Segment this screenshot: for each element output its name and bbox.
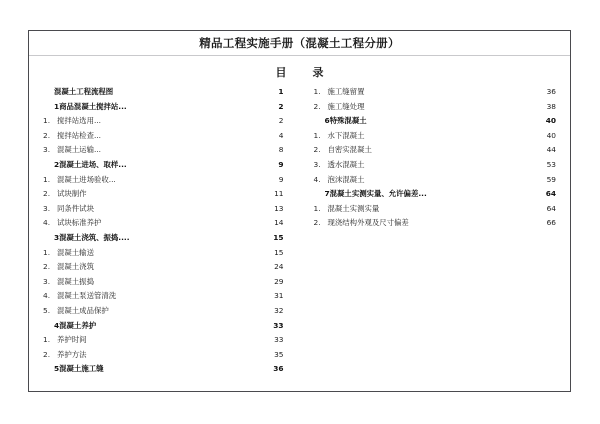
toc-entry-page: 13 [274, 203, 284, 213]
toc-entry-number: 1. [43, 116, 51, 126]
toc-entry-page: 32 [274, 305, 284, 315]
toc-entry-label: 自密实混凝土 [327, 145, 372, 155]
toc-entry-number: 1. [313, 130, 321, 140]
toc-entry-number: 1. [43, 247, 51, 257]
toc-entry-page: 40 [546, 130, 556, 140]
toc-entry-number: 3. [313, 159, 321, 169]
document-title-bar [29, 31, 570, 56]
toc-entry-number: 3. [43, 276, 51, 286]
toc-entry-number: 1. [313, 87, 321, 96]
toc-entry[interactable] [43, 174, 284, 189]
toc-entry-label: 现浇结构外观及尺寸偏差 [327, 218, 409, 228]
toc-entry-page: 64 [545, 189, 556, 199]
toc-entry[interactable] [314, 188, 557, 203]
toc-entry-number: 2. [43, 349, 51, 359]
toc-entry-label: 混凝土进场验收... [57, 174, 116, 184]
toc-entry[interactable] [43, 86, 284, 101]
toc-entry-page: 29 [274, 276, 284, 286]
toc-entry[interactable] [43, 101, 284, 116]
toc-entry-label: 7混凝土实测实量、允许偏差... [324, 189, 427, 199]
toc-entry-page: 2 [278, 101, 284, 111]
toc-entry[interactable] [43, 115, 284, 130]
toc-entry[interactable] [43, 349, 284, 364]
toc-entry[interactable] [43, 130, 284, 145]
toc-entry[interactable] [314, 86, 557, 101]
toc-entry[interactable] [43, 247, 284, 262]
toc-entry-label: 试块标准养护 [57, 218, 102, 228]
toc-entry-label: 混凝土工程流程图 [54, 87, 114, 96]
toc-entry[interactable] [314, 159, 557, 174]
toc-entry-label: 混凝土实测实量 [327, 203, 380, 213]
toc-entry-page: 44 [546, 145, 556, 155]
toc-entry-page: 53 [546, 159, 556, 169]
toc-entry-label: 混凝土运输... [57, 145, 102, 155]
toc-entry-label: 搅拌站选用... [57, 116, 102, 126]
toc-entry-page: 64 [546, 203, 556, 213]
toc-entry-page: 14 [274, 218, 284, 228]
toc-entry[interactable] [314, 144, 557, 159]
toc-entry-number: 2. [43, 130, 51, 140]
toc-entry[interactable] [314, 101, 557, 116]
toc-entry-number: 3. [43, 203, 51, 213]
toc-entry-number: 4. [43, 218, 51, 228]
page-title: 精品工程实施手册（混凝土工程分册） [199, 36, 400, 50]
toc-entry-number: 1. [313, 203, 321, 213]
toc-entry[interactable] [43, 188, 284, 203]
toc-column-left [43, 86, 300, 378]
toc-entry-label: 3混凝土浇筑、振捣.... [54, 232, 130, 242]
toc-entry-label: 2混凝土进场、取样... [54, 159, 127, 169]
toc-entry-label: 施工缝处理 [327, 101, 365, 111]
toc-entry-label: 试块制作 [57, 189, 87, 199]
toc-entry-number: 4. [43, 291, 51, 301]
toc-entry[interactable] [43, 363, 284, 378]
toc-entry-number: 3. [43, 145, 51, 155]
toc-entry-label: 6特殊混凝土 [324, 116, 367, 126]
toc-entry[interactable] [43, 276, 284, 291]
toc-entry[interactable] [43, 144, 284, 159]
toc-entry-page: 33 [273, 320, 284, 330]
toc-entry-page: 38 [546, 101, 556, 111]
toc-entry-label: 混凝土振捣 [57, 276, 94, 286]
toc-entry-number: 1. [43, 335, 51, 345]
toc-entry-number: 2. [43, 189, 51, 199]
toc-entry-label: 搅拌站检查... [57, 130, 102, 140]
toc-entry-page: 36 [273, 364, 284, 374]
toc-entry-page: 24 [274, 262, 284, 272]
toc-entry[interactable] [43, 203, 284, 218]
toc-entry-number: 1. [43, 174, 51, 184]
toc-entry[interactable] [314, 203, 557, 218]
toc-entry-page: 35 [274, 349, 284, 359]
toc-entry-number: 2. [313, 218, 321, 228]
toc-entry[interactable] [314, 130, 557, 145]
toc-entry[interactable] [43, 305, 284, 320]
toc-entry-label: 混凝土成品保护 [57, 305, 109, 315]
toc-entry-label: 透水混凝土 [327, 159, 365, 169]
toc-heading-char-lu: 录 [312, 66, 324, 79]
document-page [28, 30, 571, 392]
toc-entry[interactable] [43, 261, 284, 276]
toc-entry-page: 15 [273, 232, 284, 242]
toc-entry-page: 59 [546, 174, 556, 184]
toc-entry-page: 31 [274, 291, 284, 301]
toc-entry-label: 施工缝留置 [327, 87, 365, 96]
toc-entry-label: 5混凝土施工缝 [54, 364, 104, 374]
toc-entry[interactable] [43, 320, 284, 335]
toc-entry-number: 4. [313, 174, 321, 184]
toc-entry[interactable] [43, 232, 284, 247]
toc-heading [29, 64, 570, 80]
toc-entry-label: 养护方法 [57, 349, 87, 359]
toc-entry-label: 水下混凝土 [327, 130, 365, 140]
toc-entry-label: 泡沫混凝土 [327, 174, 365, 184]
toc-entry-label: 混凝土泵送管清洗 [57, 291, 117, 301]
toc-entry[interactable] [43, 217, 284, 232]
toc-entry-label: 混凝土输送 [57, 247, 94, 257]
toc-entry[interactable] [43, 334, 284, 349]
toc-entry-label: 1商品混凝土搅拌站... [54, 101, 127, 111]
toc-entry-label: 同条件试块 [57, 203, 94, 213]
toc-entry-page: 36 [546, 87, 556, 96]
toc-entry-page: 1 [278, 87, 284, 96]
toc-entry-number: 2. [313, 101, 321, 111]
toc-entry-page: 15 [274, 247, 284, 257]
toc-entry-page: 4 [278, 130, 284, 140]
toc-entry-page: 40 [545, 116, 556, 126]
toc-column-right [300, 86, 557, 378]
toc-entry-page: 9 [278, 174, 284, 184]
toc-entry[interactable] [314, 217, 557, 232]
toc-entry-label: 混凝土浇筑 [57, 262, 94, 272]
toc-entry[interactable] [43, 290, 284, 305]
toc-entry-page: 11 [274, 189, 284, 199]
toc-heading-char-mu: 目 [275, 66, 287, 79]
toc-entry-number: 2. [313, 145, 321, 155]
toc-entry-page: 9 [278, 159, 284, 169]
toc-entry-label: 4混凝土养护 [54, 320, 97, 330]
toc-entry-number: 5. [43, 305, 51, 315]
toc-entry-label: 养护时间 [57, 335, 87, 345]
toc-entry[interactable] [314, 174, 557, 189]
toc-entry[interactable] [43, 159, 284, 174]
toc-entry-number: 2. [43, 262, 51, 272]
toc-entry-page: 33 [274, 335, 284, 345]
toc-entry-page: 2 [278, 116, 284, 126]
toc-entry-page: 8 [278, 145, 284, 155]
toc-columns [29, 80, 570, 378]
toc-entry-page: 66 [546, 218, 556, 228]
toc-entry[interactable] [314, 115, 557, 130]
